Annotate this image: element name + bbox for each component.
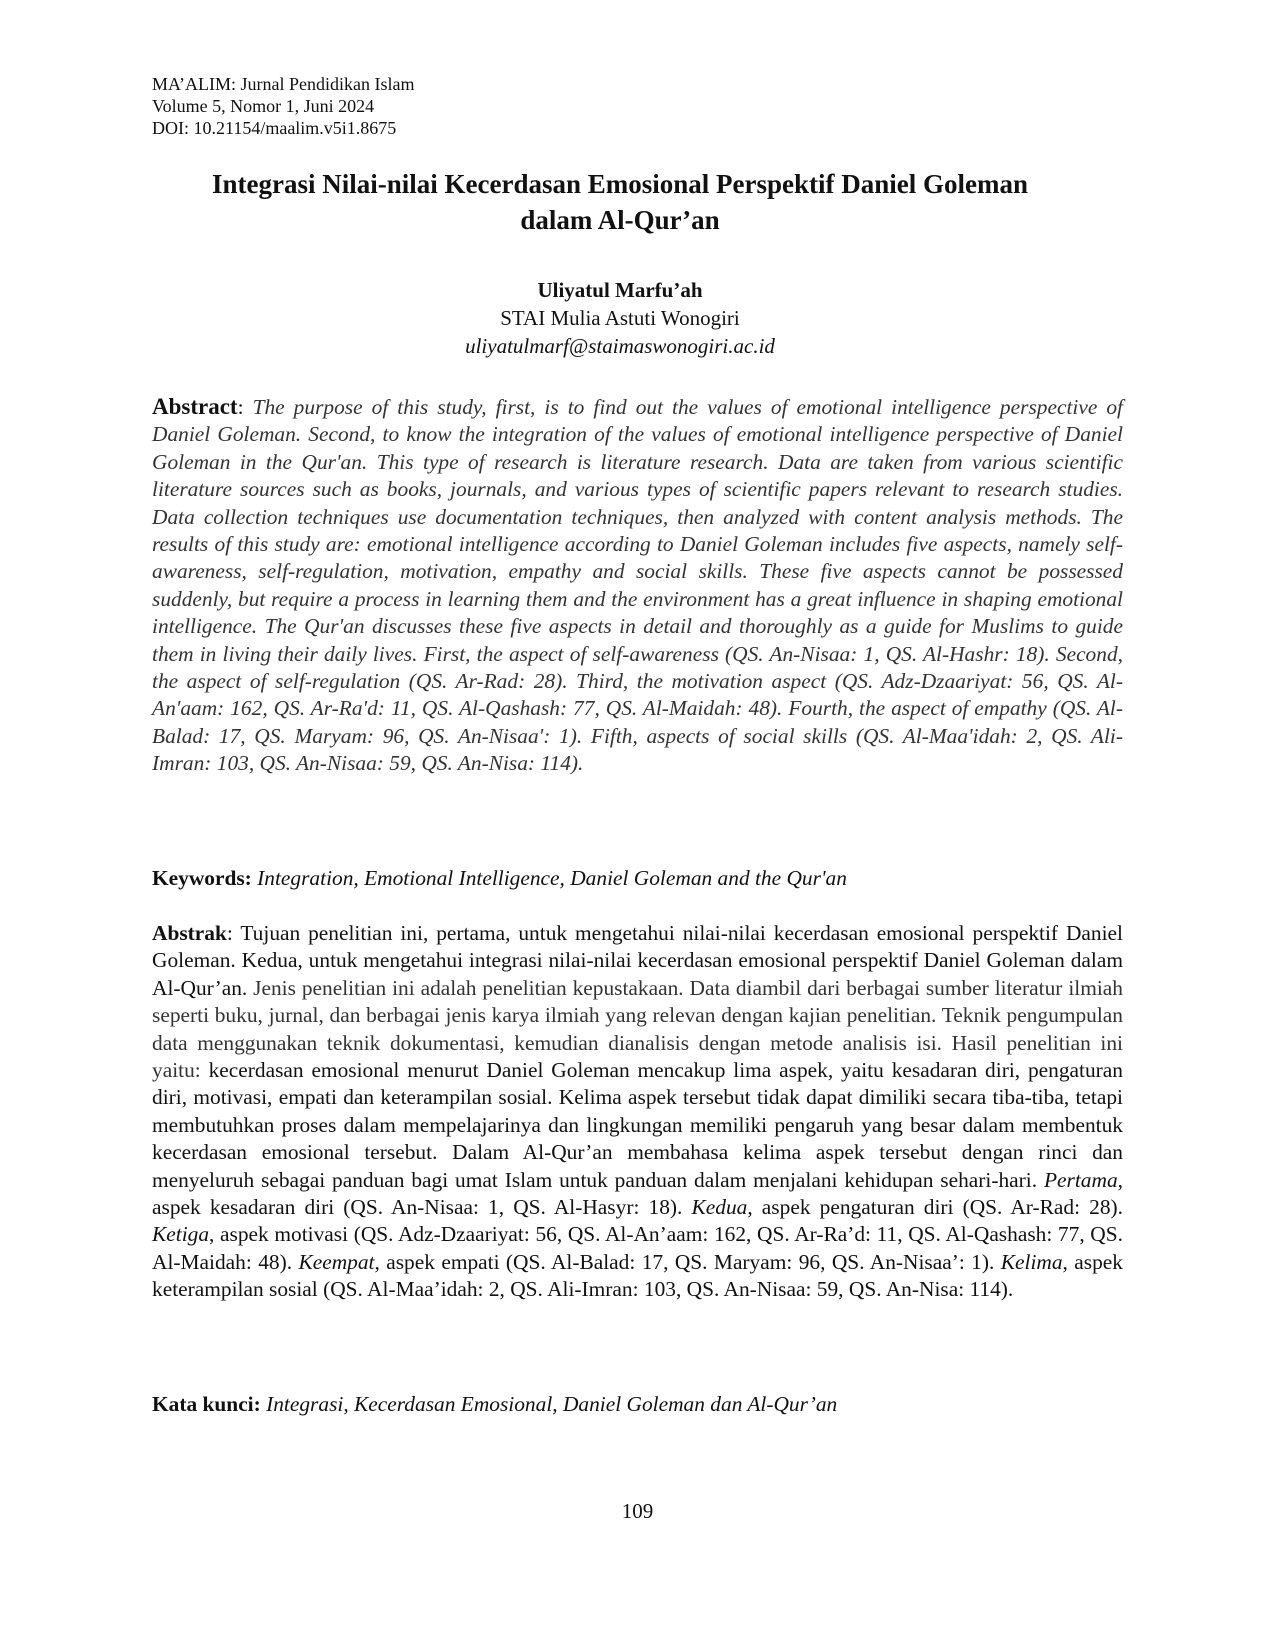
- author-email: uliyatulmarf@staimaswonogiri.ac.id: [465, 334, 775, 358]
- abstract-indonesian-part-4: , aspek kesadaran diri (QS. An-Nisaa: 1, QS. Al-Hasyr: 18).: [152, 1167, 1123, 1220]
- keywords-indonesian-text: Integrasi, Kecerdasan Emosional, Daniel Goleman dan Al-Qur’an: [260, 1392, 838, 1416]
- journal-doi: DOI: 10.21154/maalim.v5i1.8675: [152, 118, 397, 138]
- abstract-indonesian-term-2: Kedua: [691, 1195, 748, 1220]
- abstract-indonesian-term-5: Kelima: [1000, 1249, 1063, 1274]
- abstract-indonesian-part-2: Jenis penelitian ini adalah penelitian kepustakaan. Data diambil dari berbagai sumber literatur ilmiah seperti buku, jurnal, dan berbagai jenis karya ilmiah yang relevan dengan kajian penelitian. Teknik pengumpulan data menggunakan teknik dokumentasi, kemudian dianalisis dengan metode analisis isi. Hasil penelitian ini yaitu:: [152, 975, 1123, 1083]
- keywords-english-text: Integration, Emotional Intelligence, Daniel Goleman and the Qur'an: [251, 866, 847, 890]
- page-number: 109: [621, 1499, 654, 1523]
- abstract-indonesian-term-4: Keempat: [298, 1249, 375, 1274]
- abstract-indonesian-term-3: Ketiga: [152, 1222, 210, 1247]
- abstract-indonesian-part-3: kecerdasan emosional menurut Daniel Goleman mencakup lima aspek, yaitu kesadaran diri, pengaturan diri, motivasi, empati dan keterampilan sosial. Kelima aspek tersebut tidak dapat dimiliki secara tiba-tiba, tetapi membutuhkan proses dalam mempelajarinya dan lingkungan memiliki pengaruh yang besar dalam membentuk kecerdasan emosional tersebut. Dalam Al-Qur’an membahasa kelima aspek tersebut dengan rinci dan menyeluruh sebagai panduan bagi umat Islam untuk panduan dalam menjalani kehidupan sehari-hari.: [152, 1058, 1123, 1192]
- paper-title-line-2: dalam Al-Qur’an: [520, 205, 720, 235]
- paper-title: [120, 166, 1120, 238]
- abstract-english-text: The purpose of this study, first, is to find out the values of emotional intelligence perspective of Daniel Goleman. Second, to know the integration of the values of emotional intelligence perspective of Daniel Goleman in the Qur'an. This type of research is literature research. Data are taken from various scientific literature sources such as books, journals, and various types of scientific papers relevant to research studies. Data collection techniques use documentation techniques, then analyzed with content analysis methods. The results of this study are: emotional intelligence according to Daniel Goleman includes five aspects, namely self-awareness, self-regulation, motivation, empathy and social skills. These five aspects cannot be possessed suddenly, but require a process in learning them and the environment has a great influence in shaping emotional intelligence. The Qur'an discusses these five aspects in detail and thoroughly as a guide for Muslims to guide them in living their daily lives. First, the aspect of self-awareness (QS. An-Nisaa: 1, QS. Al-Hashr: 18). Second, the aspect of self-regulation (QS. Ar-Rad: 28). Third, the motivation aspect (QS. Adz-Dzaariyat: 56, QS. Al-An'aam: 162, QS. Ar-Ra'd: 11, QS. Al-Qashash: 77, QS. Al-Maidah: 48). Fourth, the aspect of empathy (QS. Al-Balad: 17, QS. Maryam: 96, QS. An-Nisaa': 1). Fifth, aspects of social skills (QS. Al-Maa'idah: 2, QS. Ali-Imran: 103, QS. An-Nisaa: 59, QS. An-Nisa: 114).: [152, 395, 1123, 776]
- keywords-indonesian: [152, 1390, 1123, 1418]
- abstract-english-separator: :: [237, 395, 244, 419]
- abstract-indonesian: [152, 920, 1123, 1304]
- journal-name: MA’ALIM: Jurnal Pendidikan Islam: [152, 74, 415, 94]
- author-name: Uliyatul Marfu’ah: [537, 278, 703, 302]
- keywords-indonesian-label: Kata kunci:: [152, 1392, 261, 1416]
- abstract-indonesian-label: Abstrak: [152, 921, 227, 945]
- author-affiliation: STAI Mulia Astuti Wonogiri: [500, 306, 740, 330]
- author-block: [120, 276, 1120, 360]
- abstract-indonesian-part-7: , aspek empati (QS. Al-Balad: 17, QS. Maryam: 96, QS. An-Nisaa’: 1).: [374, 1249, 1001, 1274]
- paper-title-line-1: Integrasi Nilai-nilai Kecerdasan Emosional Perspektif Daniel Goleman: [212, 169, 1028, 199]
- abstract-english-label: Abstract: [152, 394, 238, 419]
- journal-volume: Volume 5, Nomor 1, Juni 2024: [152, 96, 375, 116]
- abstract-indonesian-part-5: , aspek pengaturan diri (QS. Ar-Rad: 28).: [747, 1195, 1123, 1220]
- abstract-indonesian-term-1: Pertama: [1043, 1167, 1118, 1192]
- keywords-english: [152, 864, 1123, 892]
- journal-header: [152, 73, 414, 139]
- abstract-indonesian-part-1: : Tujuan penelitian ini, pertama, untuk mengetahui nilai-nilai kecerdasan emosional perspektif Daniel Goleman. Kedua, untuk mengetahui integrasi nilai-nilai kecerdasan emosional perspektif Daniel Goleman dalam Al-Qur’an.: [152, 921, 1123, 1000]
- keywords-english-label: Keywords:: [152, 866, 252, 890]
- abstract-indonesian-part-8: , aspek keterampilan sosial (QS. Al-Maa’idah: 2, QS. Ali-Imran: 103, QS. An-Nisaa: 59, QS. An-Nisa: 114).: [152, 1249, 1123, 1302]
- abstract-english: [152, 393, 1123, 778]
- abstract-indonesian-part-6: , aspek motivasi (QS. Adz-Dzaariyat: 56, QS. Al-An’aam: 162, QS. Ar-Ra’d: 11, QS. Al-Qashash: 77, QS. Al-Maidah: 48).: [152, 1222, 1123, 1274]
